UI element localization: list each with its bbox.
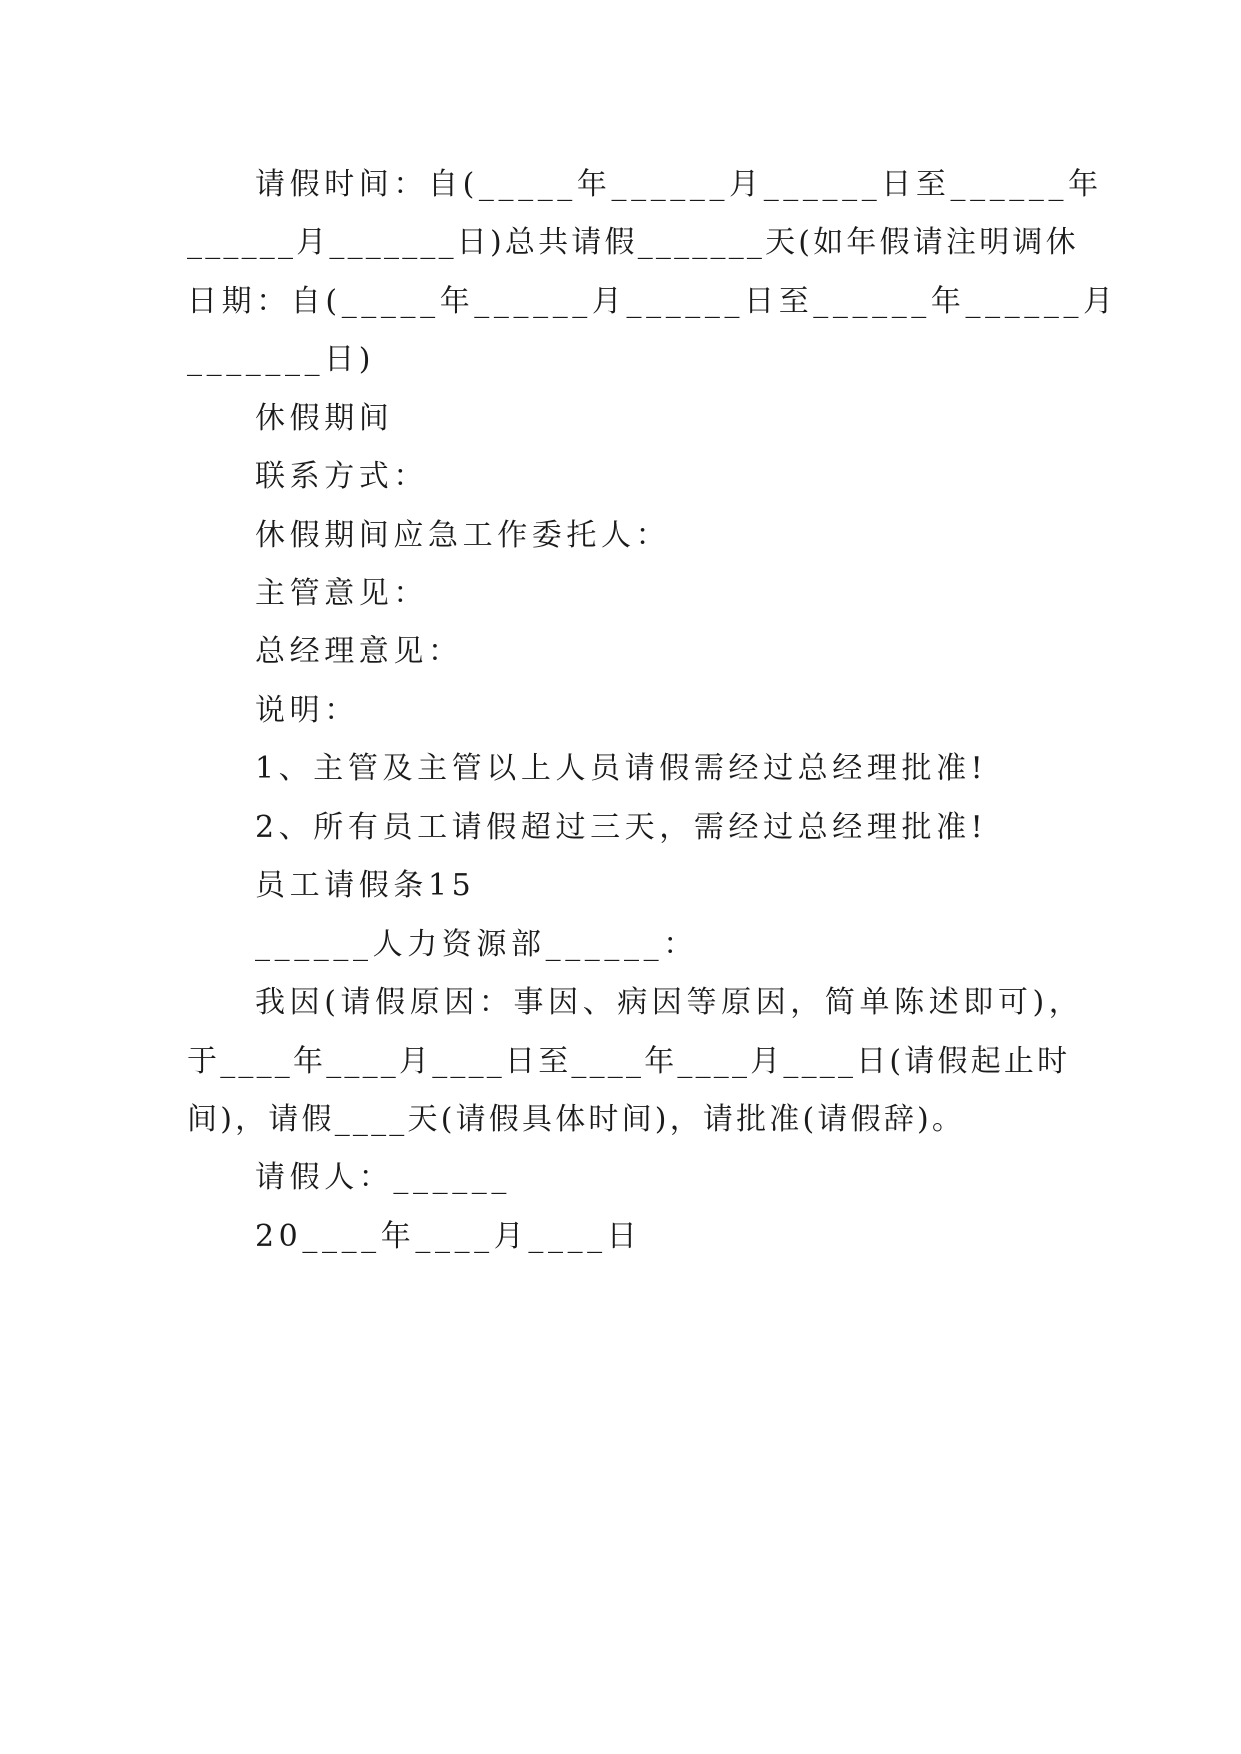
leave-time-line-2: ______月_______日)总共请假_______天(如年假请注明调休 [187, 225, 1079, 260]
note-item-2: 2、所有员工请假超过三天，需经过总经理批准! [255, 810, 988, 845]
body-line-2: 于____年____月____日至____年____月____日(请假起止时 [187, 1044, 1071, 1079]
addressee-line: ______人力资源部______： [255, 927, 698, 962]
body-line-3: 间)，请假____天(请假具体时间)，请批准(请假辞)。 [187, 1102, 966, 1137]
leave-time-line-3: 日期：自(_____年______月______日至______年______月 [187, 284, 1118, 319]
applicant-line: 请假人：______ [255, 1160, 511, 1195]
leave-time-line-4: _______日) [187, 342, 376, 377]
section-title: 员工请假条15 [255, 868, 476, 903]
body-line-1: 我因(请假原因：事因、病因等原因，简单陈述即可)， [255, 985, 1084, 1020]
notes-heading: 说明： [255, 693, 359, 728]
emergency-delegate-label: 休假期间应急工作委托人： [255, 518, 671, 553]
supervisor-opinion-label: 主管意见： [255, 576, 428, 611]
note-item-1: 1、主管及主管以上人员请假需经过总经理批准! [255, 751, 988, 786]
vacation-period-label: 休假期间 [255, 401, 394, 436]
date-line: 20____年____月____日 [255, 1219, 642, 1254]
general-manager-opinion-label: 总经理意见： [255, 634, 463, 669]
contact-label: 联系方式： [255, 459, 428, 494]
leave-time-line-1: 请假时间：自(_____年______月______日至______年 [255, 167, 1103, 202]
